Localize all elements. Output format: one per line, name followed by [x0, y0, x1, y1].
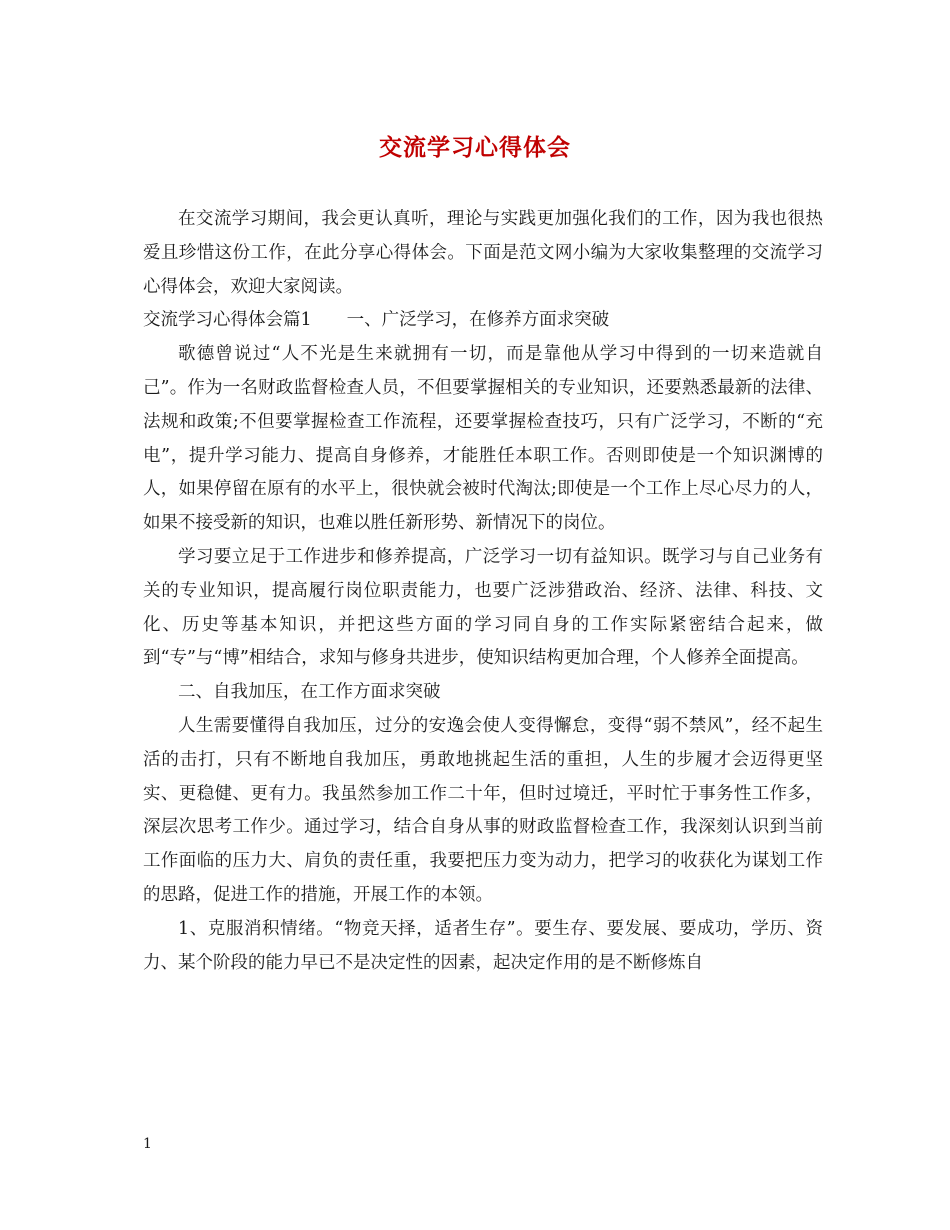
document-body: [143, 203, 823, 980]
paragraph-self-pressure: 人生需要懂得自我加压，过分的安逸会使人变得懈怠，变得“弱不禁风”，经不起生活的击打，只有不断地自我加压，勇敢地挑起生活的重担，人生的步履才会迈得更坚实、更稳健、更有力。我虽然参加工作二十年，但时过境迁，平时忙于事务性工作多，深层次思考工作少。通过学习，结合自身从事的财政监督检查工作，我深刻认识到当前工作面临的压力大、肩负的责任重，我要把压力变为动力，把学习的收获化为谋划工作的思路，促进工作的措施，开展工作的本领。: [143, 715, 823, 905]
paragraph-overcome-negativity: 1、克服消积情绪。“物竞天择，适者生存”。要生存、要发展、要成功，学历、资力、某个阶段的能力早已不是决定性的因素，起决定作用的是不断修炼自: [143, 918, 823, 973]
document-title: 交流学习心得体会: [379, 134, 571, 161]
paragraph-intro: 在交流学习期间，我会更认真听，理论与实践更加强化我们的工作，因为我也很热爱且珍惜这份工作，在此分享心得体会。下面是范文网小编为大家收集整理的交流学习心得体会，欢迎大家阅读。: [143, 209, 823, 297]
paragraph-learning-goal: 学习要立足于工作进步和修养提高，广泛学习一切有益知识。既学习与自己业务有关的专业知识，提高履行岗位职责能力，也要广泛涉猎政治、经济、法律、科技、文化、历史等基本知识，并把这些方面的学习同自身的工作实际紧密结合起来，做到“专”与“博”相结合，求知与修身共进步，使知识结构更加合理，个人修养全面提高。: [143, 546, 823, 669]
paragraph-section-heading-2: 二、自我加压，在工作方面求突破: [178, 682, 441, 703]
paragraph-section-heading-1: 交流学习心得体会篇1 一、广泛学习，在修养方面求突破: [143, 310, 610, 331]
page-number: 1: [143, 1136, 152, 1152]
paragraph-goethe-quote: 歌德曾说过“人不光是生来就拥有一切，而是靠他从学习中得到的一切来造就自己”。作为一名财政监督检查人员，不但要掌握相关的专业知识，还要熟悉最新的法律、法规和政策;不但要掌握检查工作流程，还要掌握检查技巧，只有广泛学习，不断的“充电”，提升学习能力、提高自身修养，才能胜任本职工作。否则即使是一个知识渊博的人，如果停留在原有的水平上，很快就会被时代淘汰;即使是一个工作上尽心尽力的人，如果不接受新的知识，也难以胜任新形势、新情况下的岗位。: [143, 344, 823, 534]
